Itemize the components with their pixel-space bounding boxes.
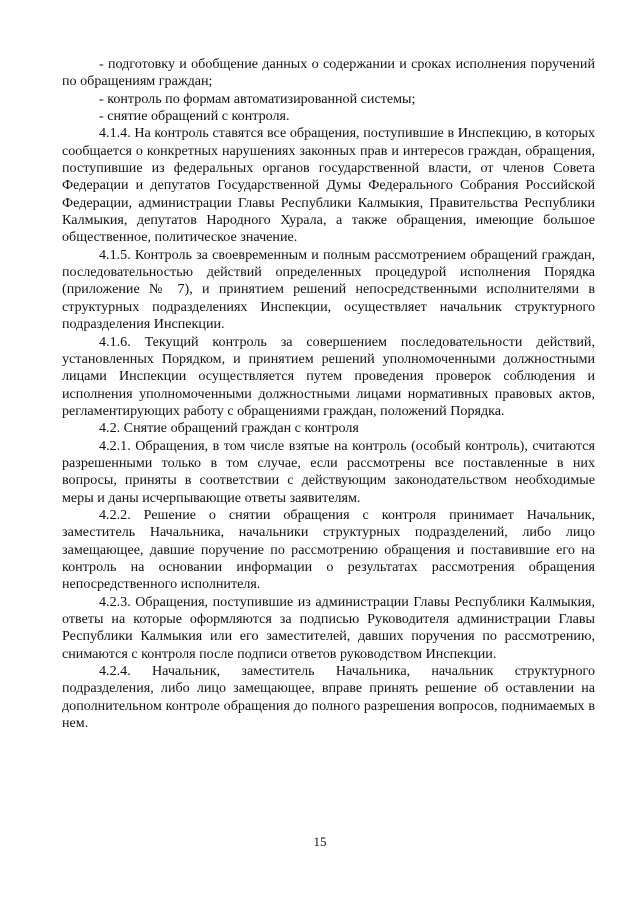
paragraph-4-2-2: 4.2.2. Решение о снятии обращения с контроля принимает Начальник, заместитель Начальника, начальники структурных подразделений, либо лицо замещающее, давшие поручение по рассмотрению обращения и поставившие его на контроль на основании информации о результатах рассмотрения обращения непосредственного исполнителя. — [62, 506, 595, 593]
document-body — [62, 56, 595, 732]
page-number: 15 — [313, 834, 327, 849]
paragraph-4-1-4: 4.1.4. На контроль ставятся все обращения, поступившие в Инспекцию, в которых сообщается о конкретных нарушениях законных прав и интересов граждан, обращения, поступившие из федеральных органов государственной власти, от членов Совета Федерации и депутатов Государственной Думы Федерального Собрания Российской Федерации, администрации Главы Республики Калмыкия, Правительства Республики Калмыкия, депутатов Народного Хурала, а также обращения, имеющие большое общественное, политическое значение. — [62, 125, 595, 246]
paragraph-4-1-5: 4.1.5. Контроль за своевременным и полным рассмотрением обращений граждан, последовательностью действий определенных процедурой исполнения Порядка (приложение № 7), и принятием решений непосредственными исполнителями в структурных подразделениях Инспекции, осуществляет начальник структурного подразделения Инспекции. — [62, 246, 595, 333]
paragraph-4-2-3: 4.2.3. Обращения, поступившие из администрации Главы Республики Калмыкия, ответы на которые оформляются за подписью Руководителя администрации Главы Республики Калмыкия или его заместителей, давших поручения по рассмотрению, снимаются с контроля после подписи ответов руководством Инспекции. — [62, 593, 595, 662]
list-item-preparation: - подготовку и обобщение данных о содержании и сроках исполнения поручений по обращениям граждан; — [62, 56, 595, 90]
list-item-automated-control: - контроль по формам автоматизированной системы; — [99, 90, 416, 107]
paragraph-4-2-1: 4.2.1. Обращения, в том числе взятые на контроль (особый контроль), считаются разрешенными только в том случае, если рассмотрены все поставленные в них вопросы, приняты в соответствии с действующим законодательством необходимые меры и даны исчерпывающие ответы заявителям. — [62, 437, 595, 506]
list-item-removal: - снятие обращений с контроля. — [99, 108, 290, 125]
section-heading-4-2: 4.2. Снятие обращений граждан с контроля — [99, 420, 359, 437]
paragraph-4-2-4: 4.2.4. Начальник, заместитель Начальника, начальник структурного подразделения, либо лицо замещающее, вправе принять решение об оставлении на дополнительном контроле обращения до полного разрешения вопросов, поднимаемых в нем. — [62, 663, 595, 732]
paragraph-4-1-6: 4.1.6. Текущий контроль за совершением последовательности действий, установленных Порядком, и принятием решений уполномоченными должностными лицами Инспекции осуществляется путем проведения проверок соблюдения и исполнения уполномоченными должностными лицами нормативных правовых актов, регламентирующих работу с обращениями граждан, положений Порядка. — [62, 333, 595, 419]
